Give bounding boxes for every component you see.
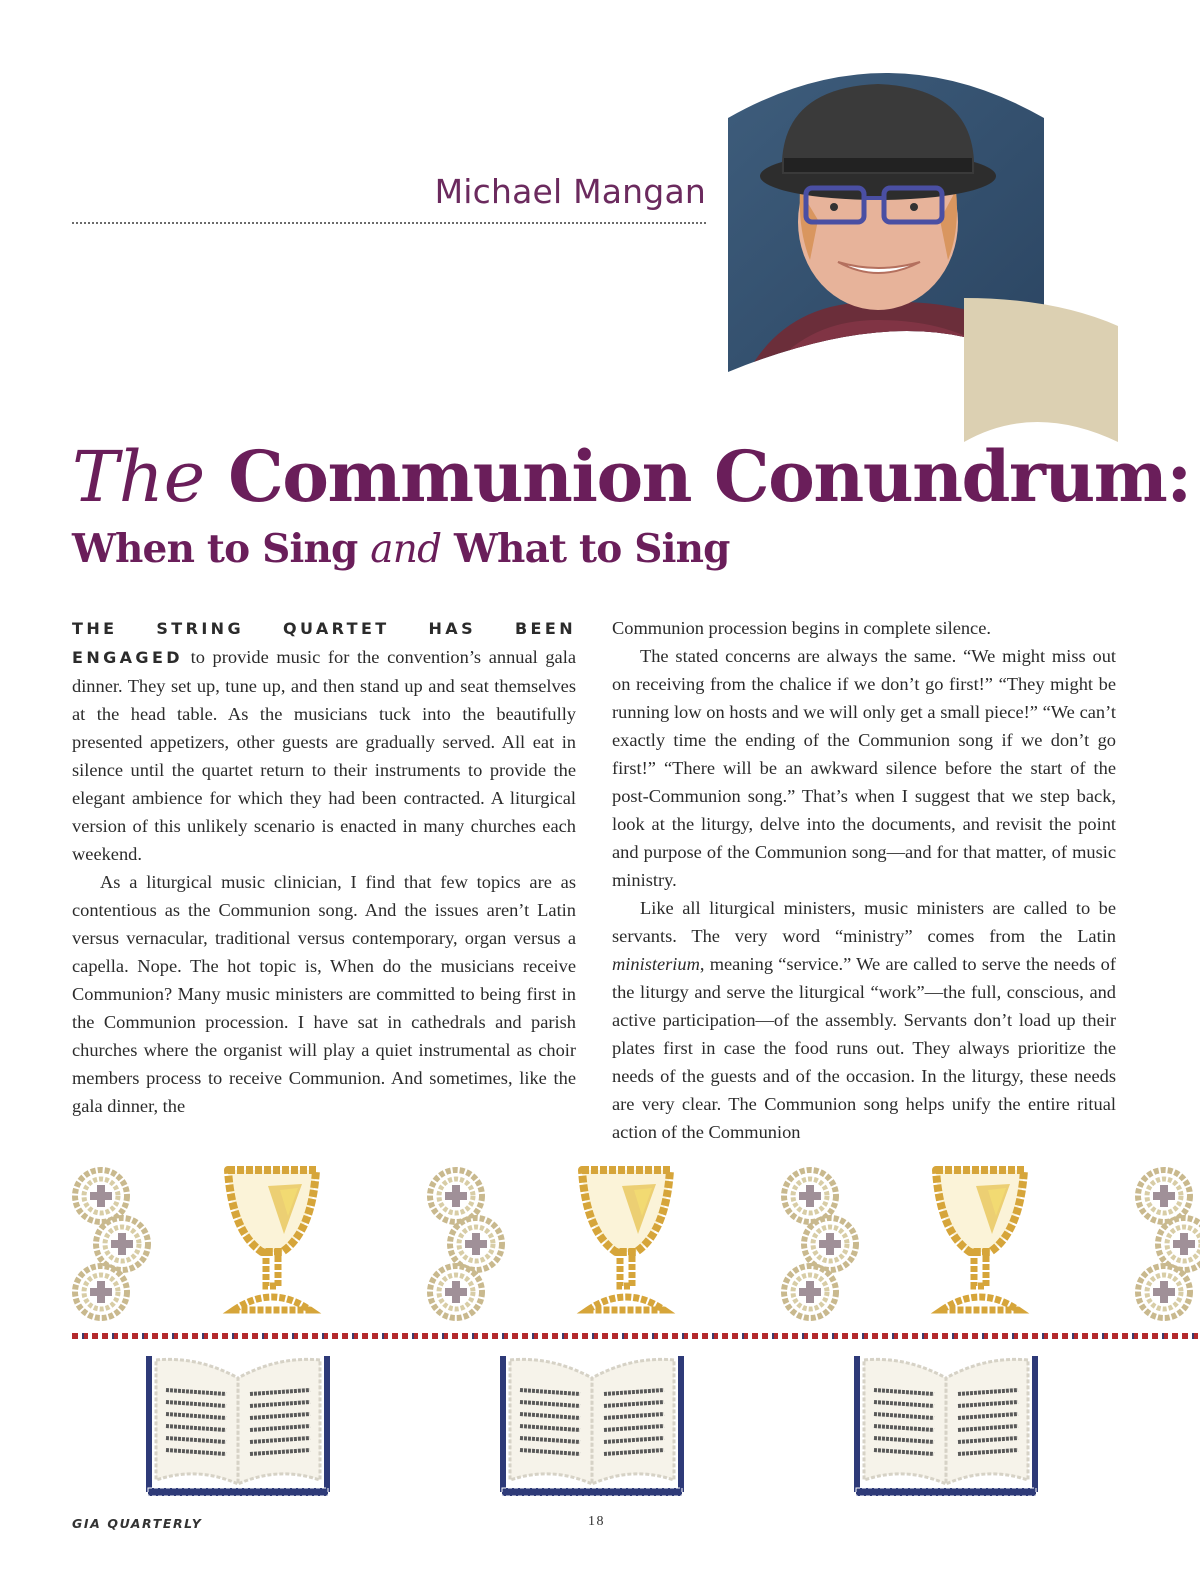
open-book-icon bbox=[146, 1356, 330, 1496]
footer-publication: GIA QUARTERLY bbox=[72, 1516, 203, 1531]
article-subtitle bbox=[72, 528, 730, 572]
article-title bbox=[72, 435, 1191, 518]
subtitle-part1: When to Sing bbox=[72, 526, 358, 572]
host-wafer-icon bbox=[784, 1170, 856, 1318]
host-wafer-icon bbox=[430, 1170, 502, 1318]
title-the: The bbox=[72, 436, 206, 518]
subtitle-part2: What to Sing bbox=[454, 526, 730, 572]
host-wafer-icon bbox=[1138, 1170, 1200, 1318]
column2-paragraph-1: Communion procession begins in complete silence. bbox=[612, 618, 991, 638]
column2-paragraph-2: The stated concerns are always the same. “We might miss out on receiving from the chalice if we don’t go first!” “They might be running low on hosts and we will only get a small piece!” “We can’t exactly time the ending of the Communion song if we don’t go first!” “There will be an awkward silence before the start of the post-Communion song.” That’s when I suggest that we step back, look at the liturgy, delve into the documents, and revisit the point and purpose of the Communion song—and for that matter, of music ministry. bbox=[612, 646, 1116, 890]
column2-paragraph-3 bbox=[612, 894, 1116, 1146]
lead-in: THE STRING QUARTET HAS BEEN ENGAGED bbox=[72, 619, 576, 667]
mosaic-illustration bbox=[0, 1158, 1200, 1500]
column1-paragraph-2: As a liturgical music clinician, I find that few topics are as contentious as the Communion song. And the issues aren’t Latin versus vernacular, traditional versus contemporary, organ versus a capella. Nope. The hot topic is, When do the musicians receive Communion? Many music ministers are committed to being first in the Communion procession. I have sat in cathedrals and parish churches where the organist will play a quiet instrumental as choir members process to receive Communion. And sometimes, like the gala dinner, the bbox=[72, 872, 576, 1116]
decorative-tan-shape bbox=[964, 298, 1118, 442]
column1-p1-text: to provide music for the convention’s annual gala dinner. They set up, tune up, and then stand up and seat themselves at the head table. As the musicians tuck into the beautifully presented appetizers, other guests are gradually served. All eat in silence until the quartet return to their instruments to provide the elegant ambience for which they had been contracted. A liturgical version of this unlikely scenario is enacted in many churches each weekend. bbox=[72, 647, 576, 864]
column2-p3-a: Like all liturgical ministers, music ministers are called to be servants. The very word “ministry” comes from the Latin bbox=[612, 898, 1116, 946]
column2-p3-b: , meaning “service.” We are called to serve the needs of the liturgy and serve the liturgical “work”—the full, conscious, and active participation—of the assembly. Servants don’t load up their plates first in case the food runs out. They always prioritize the needs of the guests and of the occasion. In the liturgy, these needs are very clear. The Communion song helps unify the entire ritual action of the Communion bbox=[612, 954, 1116, 1142]
open-book-icon bbox=[500, 1356, 684, 1496]
column1-paragraph-1 bbox=[72, 614, 576, 868]
host-wafer-icon bbox=[75, 1170, 148, 1318]
article-column-1 bbox=[72, 614, 576, 1120]
open-book-icon bbox=[854, 1356, 1038, 1496]
chalice-icon bbox=[228, 1170, 316, 1310]
subtitle-and: and bbox=[370, 527, 442, 572]
author-name: Michael Mangan bbox=[434, 172, 706, 211]
title-main: Communion Conundrum: bbox=[228, 435, 1191, 518]
page-number: 18 bbox=[588, 1514, 605, 1529]
chalice-icon bbox=[936, 1170, 1024, 1310]
column2-p3-em: ministerium bbox=[612, 954, 700, 974]
author-divider bbox=[72, 222, 706, 224]
chalice-icon bbox=[582, 1170, 670, 1310]
article-column-2 bbox=[612, 614, 1116, 1146]
